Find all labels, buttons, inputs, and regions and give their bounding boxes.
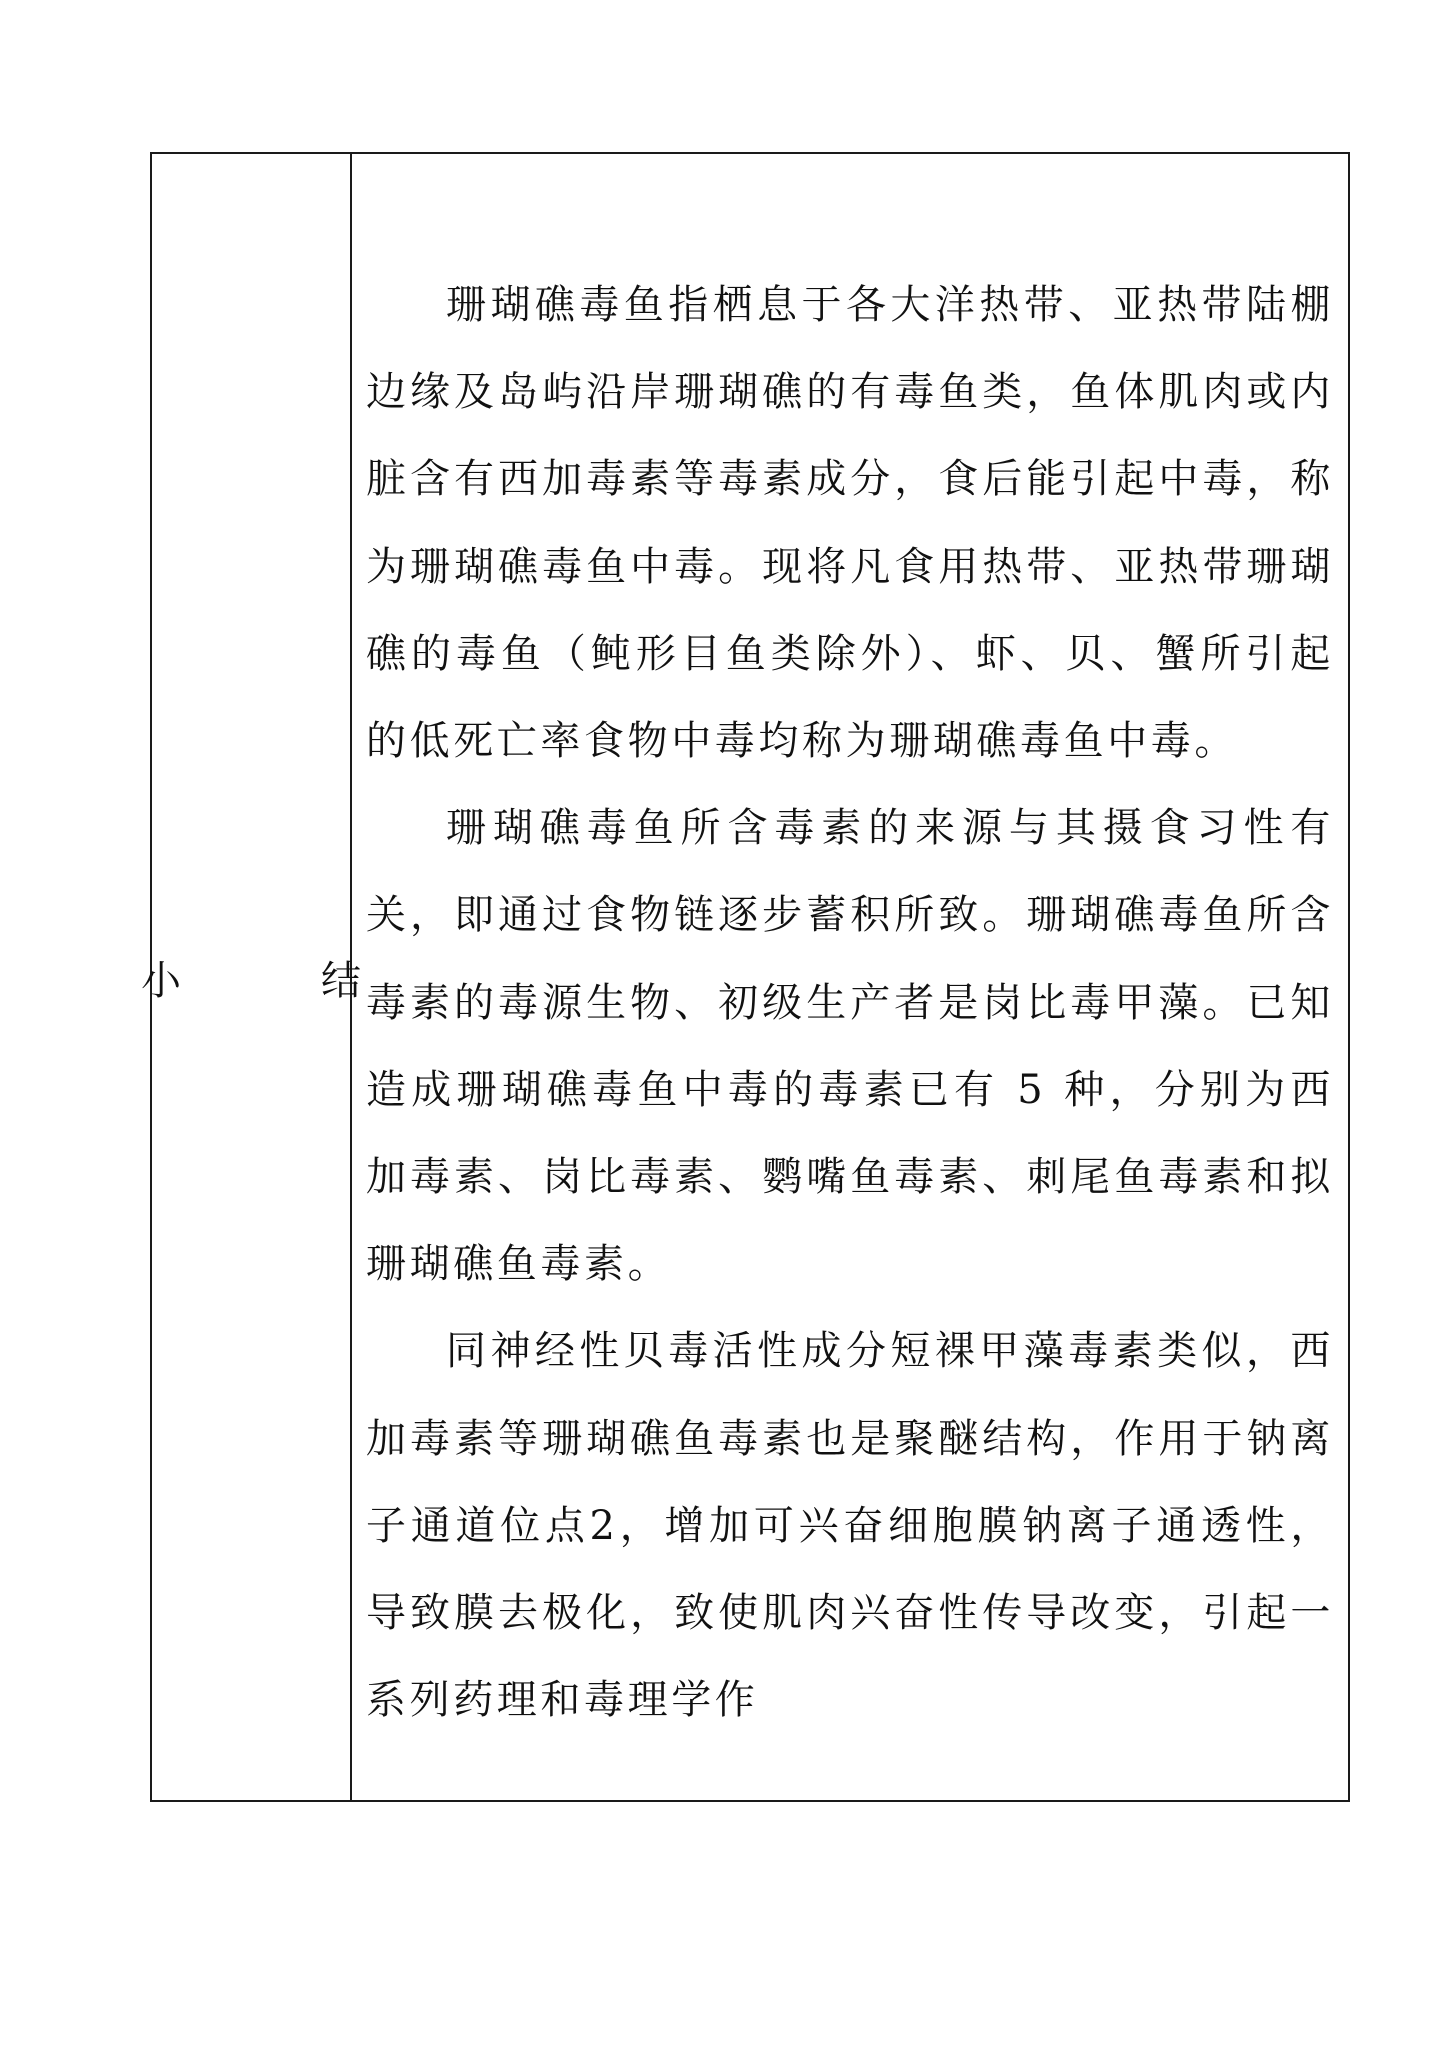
- paragraph-1: 珊瑚礁毒鱼指栖息于各大洋热带、亚热带陆棚边缘及岛屿沿岸珊瑚礁的有毒鱼类，鱼体肌肉或内脏含有西加毒素等毒素成分，食后能引起中毒，称为珊瑚礁毒鱼中毒。现将凡食用热带、亚热带珊瑚礁的毒鱼（鲀形目鱼类除外）、虾、贝、蟹所引起的低死亡率食物中毒均称为珊瑚礁毒鱼中毒。: [366, 282, 1334, 765]
- paragraph-2: 珊瑚礁毒鱼所含毒素的来源与其摄食习性有关，即通过食物链逐步蓄积所致。珊瑚礁毒鱼所含毒素的毒源生物、初级生产者是岗比毒甲藻。已知造成珊瑚礁毒鱼中毒的毒素已有 5 种，分别为西加毒素、岗比毒素、鹦嘴鱼毒素、刺尾鱼毒素和拟珊瑚礁鱼毒素。: [366, 805, 1334, 1288]
- row-label: 小 结: [141, 957, 411, 1004]
- content-cell: [352, 154, 1348, 1800]
- paragraph-3: 同神经性贝毒活性成分短裸甲藻毒素类似，西加毒素等珊瑚礁鱼毒素也是聚醚结构，作用于钠离子通道位点2，增加可兴奋细胞膜钠离子通透性，导致膜去极化，致使肌肉兴奋性传导改变，引起一系列药理和毒理学作: [366, 1328, 1334, 1724]
- summary-table: [141, 152, 1350, 1802]
- row-label-cell: [141, 154, 411, 1800]
